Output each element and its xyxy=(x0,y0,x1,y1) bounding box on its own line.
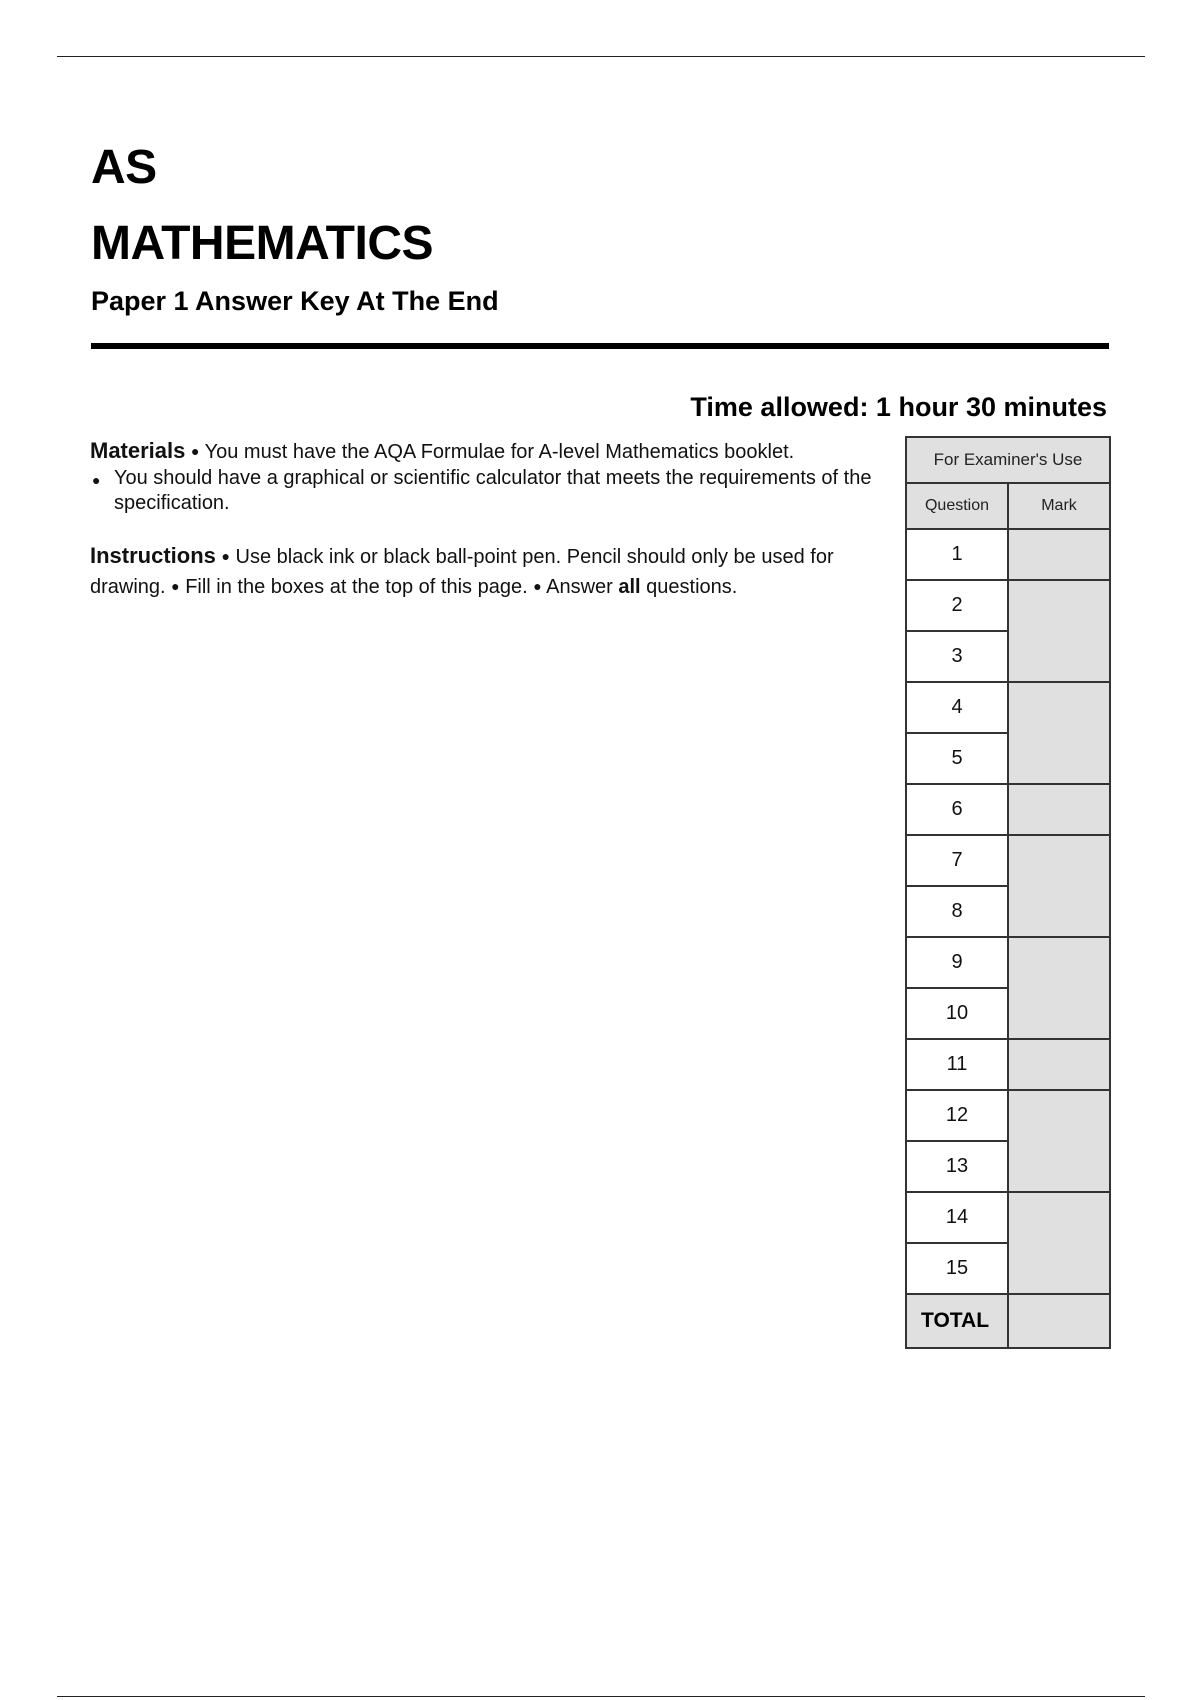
column-header-mark: Mark xyxy=(1008,483,1110,529)
materials-section xyxy=(90,438,895,516)
question-number: 1 xyxy=(906,529,1008,580)
bullet-icon: ● xyxy=(190,443,200,459)
question-number: 7 xyxy=(906,835,1008,886)
total-mark-cell[interactable] xyxy=(1008,1294,1110,1348)
mark-cell[interactable] xyxy=(1008,1039,1110,1090)
bullet-icon: ● xyxy=(533,578,542,594)
mark-cell[interactable] xyxy=(1008,937,1110,1039)
question-number: 6 xyxy=(906,784,1008,835)
mark-cell[interactable] xyxy=(1008,1090,1110,1192)
paper-subtitle: Paper 1 Answer Key At The End xyxy=(91,286,499,316)
question-number: 8 xyxy=(906,886,1008,937)
question-number: 13 xyxy=(906,1141,1008,1192)
instructions-bullet-3-pre: Answer xyxy=(546,576,619,598)
instructions-bullet-1: Use black ink or black ball-point pen. Pencil should only be used for drawing. xyxy=(90,546,834,598)
question-number: 2 xyxy=(906,580,1008,631)
column-header-question: Question xyxy=(906,483,1008,529)
materials-bullet-2: You should have a graphical or scientific calculator that meets the requirements of the specification. xyxy=(114,467,872,514)
title-level: AS xyxy=(91,141,157,194)
bottom-rule xyxy=(57,1696,1145,1697)
examiner-use-table xyxy=(905,436,1111,1349)
instructions-section xyxy=(90,541,895,603)
materials-heading: Materials xyxy=(90,438,186,463)
mark-cell[interactable] xyxy=(1008,1192,1110,1294)
total-label: TOTAL xyxy=(906,1294,1008,1348)
instructions-bullet-3-post: questions. xyxy=(640,576,738,598)
bullet-icon: ● xyxy=(92,472,101,488)
bullet-icon: ● xyxy=(221,548,230,564)
top-rule xyxy=(57,56,1145,57)
bullet-icon: ● xyxy=(171,578,180,594)
instructions-bullet-3 xyxy=(546,576,737,598)
question-number: 3 xyxy=(906,631,1008,682)
question-number: 15 xyxy=(906,1243,1008,1294)
mark-cell[interactable] xyxy=(1008,682,1110,784)
mark-cell[interactable] xyxy=(1008,529,1110,580)
title-subject: MATHEMATICS xyxy=(91,217,434,270)
mark-cell[interactable] xyxy=(1008,835,1110,937)
examiner-table-title: For Examiner's Use xyxy=(906,437,1110,483)
question-number: 10 xyxy=(906,988,1008,1039)
instructions-bullet-2: Fill in the boxes at the top of this page. xyxy=(185,576,528,598)
question-number: 11 xyxy=(906,1039,1008,1090)
question-number: 4 xyxy=(906,682,1008,733)
instructions-heading: Instructions xyxy=(90,543,216,568)
mark-cell[interactable] xyxy=(1008,784,1110,835)
instructions-bullet-3-emphasis: all xyxy=(618,576,641,598)
question-number: 5 xyxy=(906,733,1008,784)
time-allowed: Time allowed: 1 hour 30 minutes xyxy=(690,392,1107,422)
mark-cell[interactable] xyxy=(1008,580,1110,682)
materials-bullet-1: You must have the AQA Formulae for A-level Mathematics booklet. xyxy=(204,441,795,463)
title-divider xyxy=(91,343,1109,349)
question-number: 14 xyxy=(906,1192,1008,1243)
question-number: 12 xyxy=(906,1090,1008,1141)
question-number: 9 xyxy=(906,937,1008,988)
